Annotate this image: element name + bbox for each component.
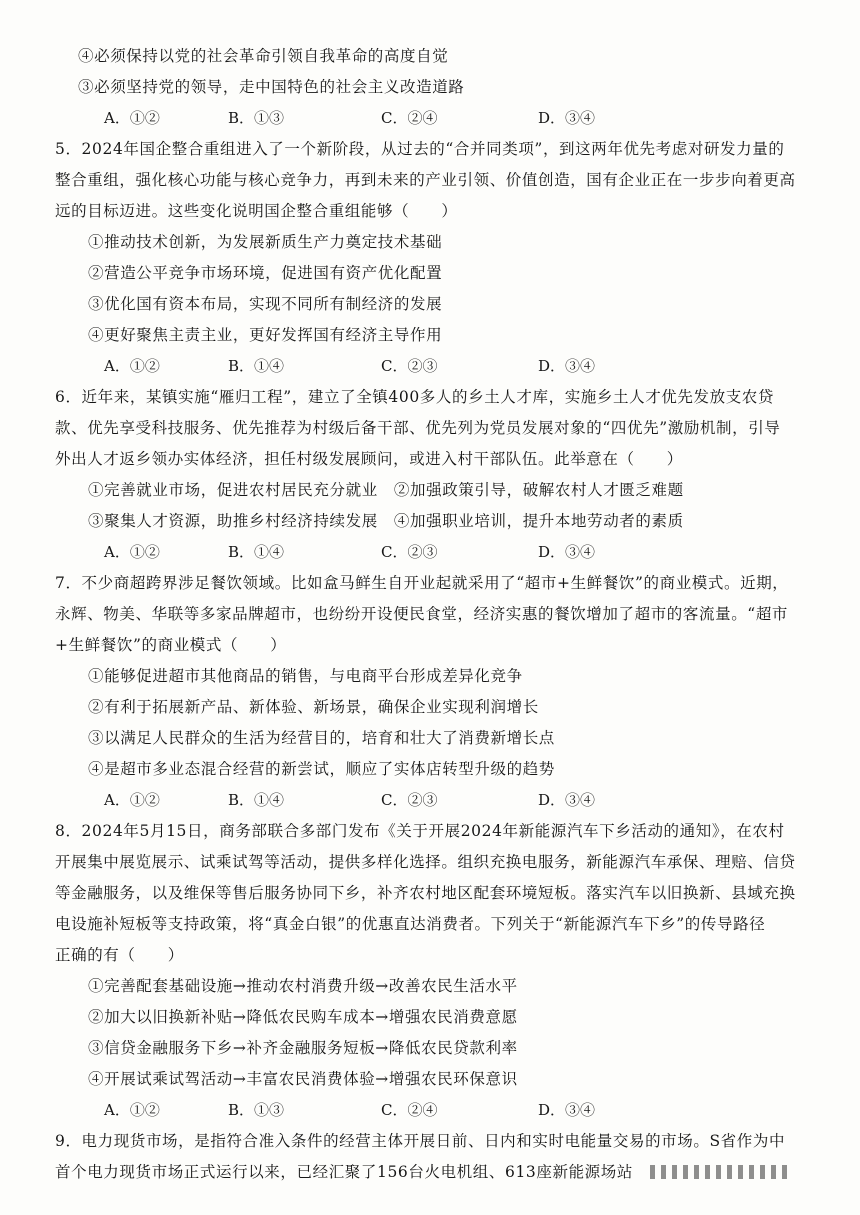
q7-choice-b: B．①④ xyxy=(228,791,285,809)
q6-option-row-2: ③聚集人才资源，助推乡村经济持续发展 ④加强职业培训，提升本地劳动者的素质 xyxy=(88,512,684,530)
q4-choice-d: D．③④ xyxy=(538,109,596,127)
q7-option-3: ③以满足人民群众的生活为经营目的，培育和壮大了消费新增长点 xyxy=(88,729,555,747)
q5-option-3: ③优化国有资本布局，实现不同所有制经济的发展 xyxy=(88,295,443,313)
q8-choice-c: C．②④ xyxy=(381,1101,438,1119)
q8-option-1: ①完善配套基础设施→推动农村消费升级→改善农民生活水平 xyxy=(88,977,518,995)
q8-choice-d: D．③④ xyxy=(538,1101,596,1119)
q6-stem-line-1: 6．近年来，某镇实施“雁归工程”，建立了全镇400多人的乡土人才库，实施乡土人才优先发放支农贷 xyxy=(55,388,774,406)
q4-choice-b: B．①③ xyxy=(228,109,285,127)
q5-option-2: ②营造公平竞争市场环境，促进国有资产优化配置 xyxy=(88,264,443,282)
q6-choices xyxy=(0,542,860,562)
q5-choice-c: C．②③ xyxy=(381,357,438,375)
q7-option-2: ②有利于拓展新产品、新体验、新场景，确保企业实现利润增长 xyxy=(88,698,539,716)
q9-stem-line-1: 9．电力现货市场，是指符合准入条件的经营主体开展日前、日内和实时电能量交易的市场。S省作为中 xyxy=(55,1132,786,1150)
q8-choice-b: B．①③ xyxy=(228,1101,285,1119)
q8-stem-line-2: 开展集中展览展示、试乘试驾等活动，提供多样化选择。组织充换电服务，新能源汽车承保、理赔、信贷 xyxy=(55,853,796,871)
q8-option-3: ③信贷金融服务下乡→补齐金融服务短板→降低农民贷款利率 xyxy=(88,1039,518,1057)
q5-option-4: ④更好聚焦主责主业，更好发挥国有经济主导作用 xyxy=(88,326,443,344)
q8-stem-line-1: 8．2024年5月15日，商务部联合多部门发布《关于开展2024年新能源汽车下乡活动的通知》，在农村 xyxy=(55,822,785,840)
q4-choice-c: C．②④ xyxy=(381,109,438,127)
q5-option-1: ①推动技术创新，为发展新质生产力奠定技术基础 xyxy=(88,233,443,251)
q7-choice-d: D．③④ xyxy=(538,791,596,809)
q7-option-1: ①能够促进超市其他商品的销售，与电商平台形成差异化竞争 xyxy=(88,667,523,685)
q5-choice-a: A．①② xyxy=(104,357,160,375)
q6-choice-b: B．①④ xyxy=(228,543,285,561)
q8-stem-line-5: 正确的有（ ） xyxy=(55,946,184,964)
q8-stem-line-4: 电设施补短板等支持政策，将“真金白银”的优惠直达消费者。下列关于“新能源汽车下乡”的传导路径 xyxy=(55,915,766,933)
q4-option-4: ④必须保持以党的社会革命引领自我革命的高度自觉 xyxy=(78,47,449,65)
scan-smudge xyxy=(650,1165,790,1179)
q6-choice-a: A．①② xyxy=(104,543,160,561)
q6-stem-line-2: 款、优先享受科技服务、优先推荐为村级后备干部、优先列为党员发展对象的“四优先”激励机制，引导 xyxy=(55,419,781,437)
q5-choice-d: D．③④ xyxy=(538,357,596,375)
q6-option-row-1: ①完善就业市场，促进农村居民充分就业 ②加强政策引导，破解农村人才匮乏难题 xyxy=(88,481,684,499)
q8-stem-line-3: 等金融服务，以及维保等售后服务协同下乡，补齐农村地区配套环境短板。落实汽车以旧换新、县域充换 xyxy=(55,884,796,902)
q7-stem-line-3: +生鲜餐饮”的商业模式（ ） xyxy=(55,636,287,654)
q6-choice-c: C．②③ xyxy=(381,543,438,561)
q6-stem-line-3: 外出人才返乡领办实体经济，担任村级发展顾问，或进入村干部队伍。此举意在（ ） xyxy=(55,450,683,468)
q8-option-2: ②加大以旧换新补贴→降低农民购车成本→增强农民消费意愿 xyxy=(88,1008,518,1026)
q9-stem-line-2: 首个电力现货市场正式运行以来，已经汇聚了156台火电机组、613座新能源场站 xyxy=(55,1163,633,1181)
q7-choice-a: A．①② xyxy=(104,791,160,809)
q8-choice-a: A．①② xyxy=(104,1101,160,1119)
q5-stem-line-1: 5．2024年国企整合重组进入了一个新阶段，从过去的“合并同类项”，到这两年优先考虑对研发力量的 xyxy=(55,140,785,158)
q6-choice-d: D．③④ xyxy=(538,543,596,561)
q5-choices xyxy=(0,356,860,376)
q5-stem-line-2: 整合重组，强化核心功能与核心竞争力，再到未来的产业引领、价值创造，国有企业正在一步步向着更高 xyxy=(55,171,796,189)
q8-option-4: ④开展试乘试驾活动→丰富农民消费体验→增强农民环保意识 xyxy=(88,1070,518,1088)
q4-choices xyxy=(0,108,860,128)
q7-stem-line-1: 7．不少商超跨界涉足餐饮领域。比如盒马鲜生自开业起就采用了“超市+生鲜餐饮”的商业模式。近期， xyxy=(55,574,789,592)
q5-stem-line-3: 远的目标迈进。这些变化说明国企整合重组能够（ ） xyxy=(55,202,458,220)
q7-choices xyxy=(0,790,860,810)
q5-choice-b: B．①④ xyxy=(228,357,285,375)
q4-choice-a: A．①② xyxy=(104,109,160,127)
q4-option-3: ③必须坚持党的领导，走中国特色的社会主义改造道路 xyxy=(78,78,465,96)
q7-stem-line-2: 永辉、物美、华联等多家品牌超市，也纷纷开设便民食堂，经济实惠的餐饮增加了超市的客流量。“超市 xyxy=(55,605,789,623)
q7-option-4: ④是超市多业态混合经营的新尝试，顺应了实体店转型升级的趋势 xyxy=(88,760,555,778)
q8-choices xyxy=(0,1100,860,1120)
q7-choice-c: C．②③ xyxy=(381,791,438,809)
